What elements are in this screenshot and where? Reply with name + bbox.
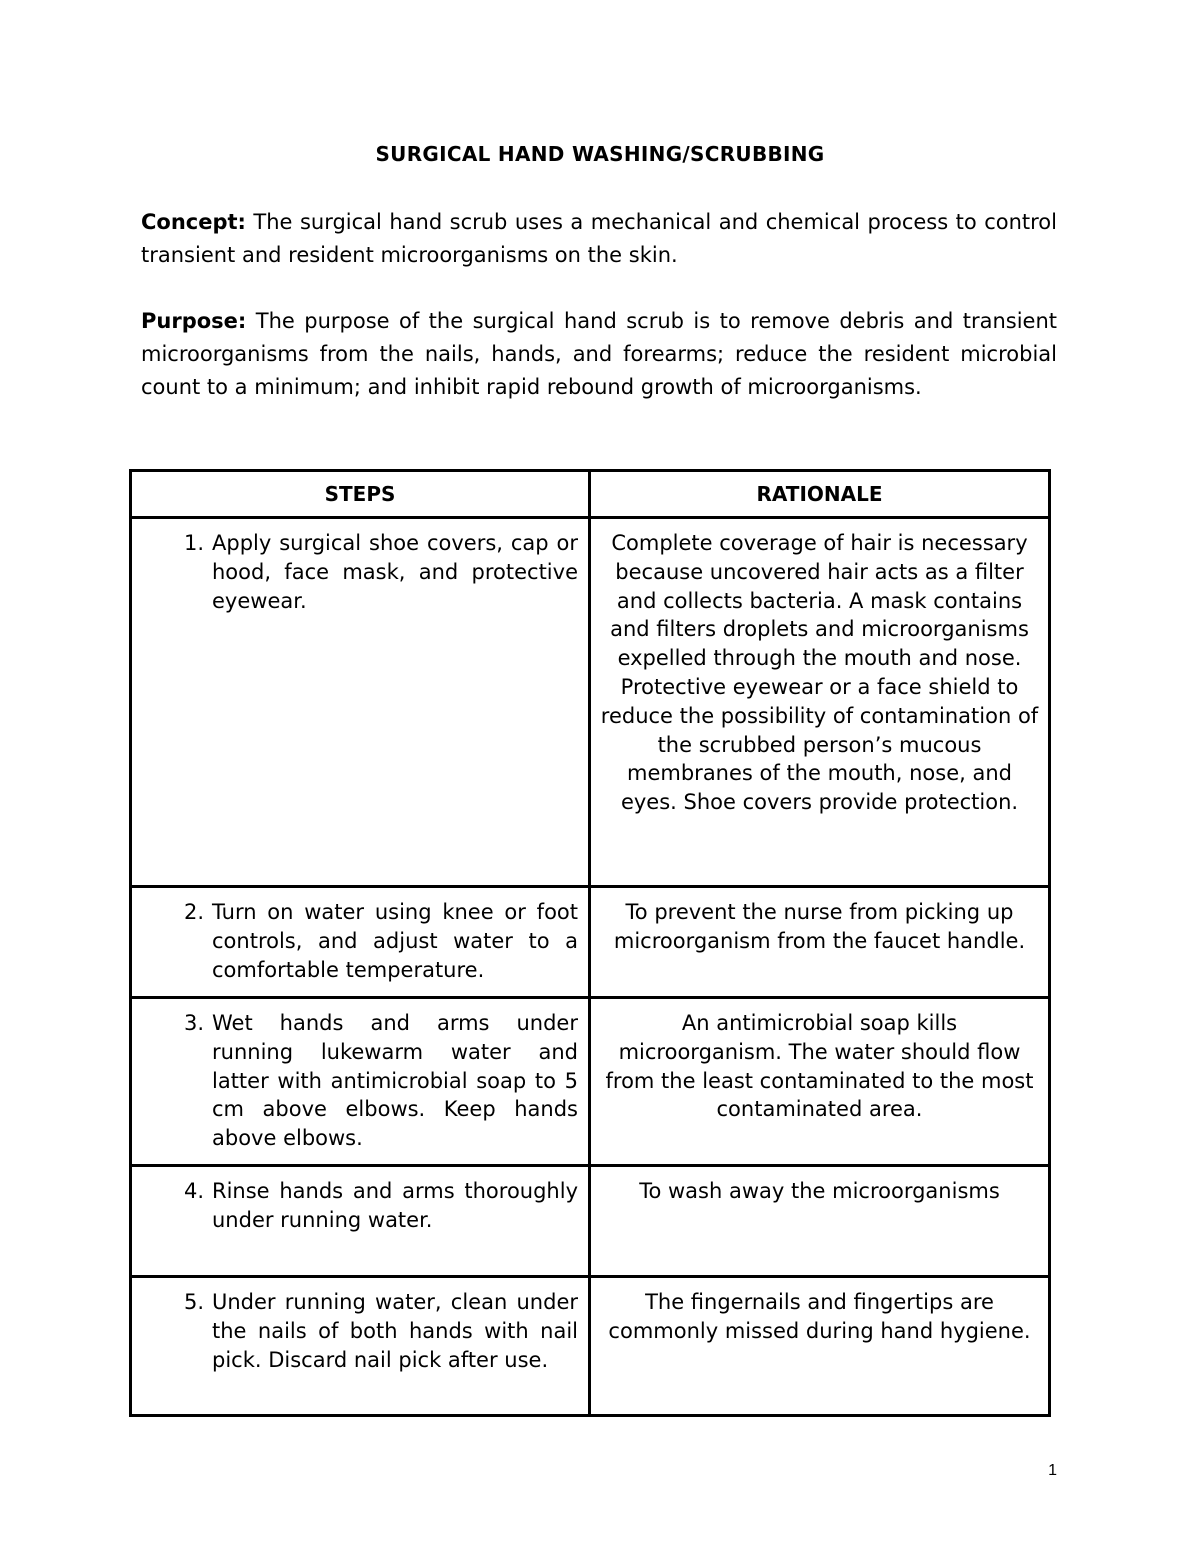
purpose-paragraph [141,305,1057,404]
purpose-text: The purpose of the surgical hand scrub is to remove debris and transient microorganisms from the nails, hands, and forearms; reduce the resident microbial count to a minimum; and inhibit rapid rebound growth of microorganisms. [141,309,1057,399]
step-text: Under running water, clean under the nails of both hands with nail pick. Discard nail pick after use. [212,1290,578,1372]
rationale-column-header: RATIONALE [590,471,1050,518]
step-cell [131,1277,590,1416]
step-text: Turn on water using knee or foot controls, and adjust water to a comfortable temperature. [212,900,578,982]
steps-rationale-table [129,469,1051,1417]
table-row [131,518,1050,887]
step-number: 2. [183,900,204,924]
step-number: 4. [183,1179,204,1203]
rationale-cell: An antimicrobial soap kills microorganism. The water should flow from the least contaminated to the most contaminated area. [590,998,1050,1166]
rationale-cell: Complete coverage of hair is necessary because uncovered hair acts as a filter and collects bacteria. A mask contains and filters droplets and microorganisms expelled through the mouth and nose. Protective eyewear or a face shield to reduce the possibility of contamination of the scrubbed person’s mucous membranes of the mouth, nose, and eyes. Shoe covers provide protection. [590,518,1050,887]
table-row [131,1277,1050,1416]
rationale-cell: To wash away the microorganisms [590,1166,1050,1277]
step-number: 5. [183,1290,204,1314]
concept-label: Concept: [141,210,246,234]
table-row [131,998,1050,1166]
rationale-cell: To prevent the nurse from picking up microorganism from the faucet handle. [590,887,1050,998]
step-number: 3. [183,1011,204,1035]
table-row [131,887,1050,998]
step-cell [131,1166,590,1277]
step-text: Rinse hands and arms thoroughly under running water. [212,1179,578,1232]
concept-paragraph [141,206,1057,272]
step-number: 1. [183,531,204,555]
page-number: 1 [1048,1462,1057,1479]
rationale-cell: The fingernails and fingertips are commonly missed during hand hygiene. [590,1277,1050,1416]
step-cell [131,518,590,887]
table-header-row [131,471,1050,518]
steps-column-header: STEPS [131,471,590,518]
step-cell [131,887,590,998]
purpose-label: Purpose: [141,309,247,333]
document-title: SURGICAL HAND WASHING/SCRUBBING [375,142,825,166]
step-text: Apply surgical shoe covers, cap or hood, face mask, and protective eyewear. [212,531,578,613]
concept-text: The surgical hand scrub uses a mechanical and chemical process to control transient and resident microorganisms on the skin. [141,210,1057,267]
table-row [131,1166,1050,1277]
step-cell [131,998,590,1166]
step-text: Wet hands and arms under running lukewarm water and latter with antimicrobial soap to 5 cm above elbows. Keep hands above elbows. [212,1011,578,1151]
